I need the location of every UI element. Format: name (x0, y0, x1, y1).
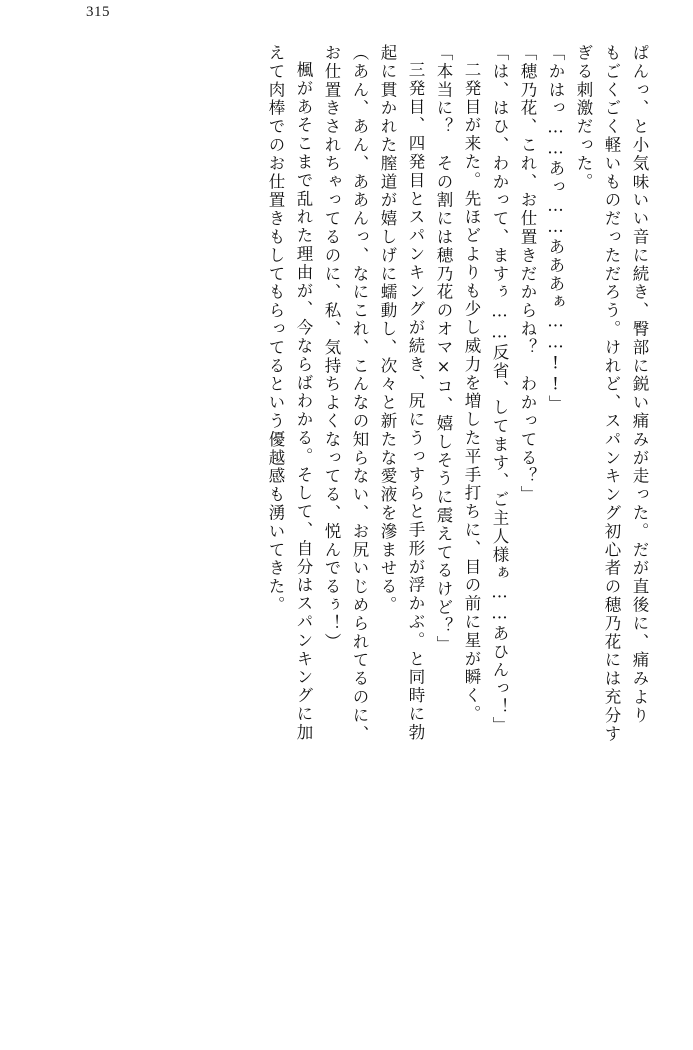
text-line: 「本当に？ その割には穂乃花のオマ×コ、嬉しそうに震えてるけど？」 (434, 44, 453, 654)
text-line: （あん、あん、ああんっ、なにこれ、こんなの知らない、お尻いじめられてるのに、 (350, 44, 369, 744)
text-line: ぱんっ、と小気味いい音に続き、臀部に鋭い痛みが走った。だが直後に、痛みより (630, 44, 649, 725)
page-number: 315 (86, 4, 110, 20)
text-line: もごくごく軽いものだっただろう。けれど、スパンキング初心者の穂乃花には充分す (602, 44, 621, 744)
text-line: 「かはっ……あっ……あああぁ……!!」 (546, 44, 565, 414)
vertical-text-body (53, 44, 653, 984)
text-line: 「は、はひ、わかって、ますぅ……反省、してます、ご主人様ぁ……あひんっ！」 (490, 44, 509, 735)
text-line: 楓があそこまで乱れた理由が、今ならばわかる。そして、自分はスパンキングに加 (294, 61, 313, 742)
text-line: お仕置きされちゃってるのに、私、気持ちよくなってる、悦んでるぅ！） (322, 44, 341, 652)
text-line: 二発目が来た。先ほどよりも少し威力を増した平手打ちに、目の前に星が瞬く。 (462, 61, 481, 724)
text-line: 三発目、四発目とスパンキングが続き、尻にうっすらと手形が浮かぶ。と同時に勃 (406, 61, 425, 742)
text-line: ぎる刺激だった。 (574, 44, 593, 192)
text-line: 起に貫かれた膣道が嬉しげに蠕動し、次々と新たな愛液を滲ませる。 (378, 44, 397, 615)
text-line: えて肉棒でのお仕置きもしてもらってるという優越感も湧いてきた。 (266, 44, 285, 615)
text-line: 「穂乃花、これ、お仕置きだからね？ わかってる？」 (518, 44, 537, 504)
